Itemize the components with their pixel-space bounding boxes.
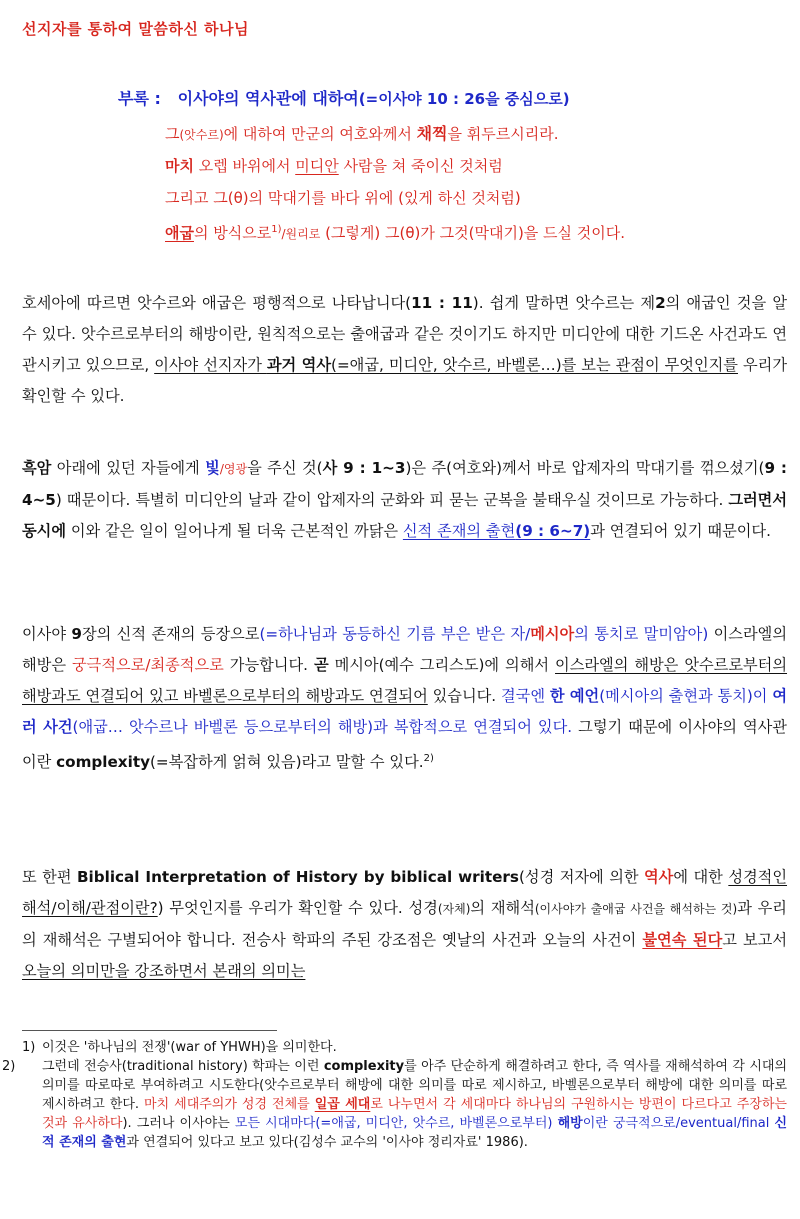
text-bold: complexity bbox=[56, 753, 150, 772]
text: 과 우리의 재해석은 구별되어야 합니다. 전승사 학파의 주된 강조점은 옛날의 사건과 오늘의 사건이 bbox=[22, 899, 787, 949]
quote-text: 그 bbox=[165, 125, 180, 143]
text: 그렇기 때문에 이사야의 역사관이란 bbox=[22, 718, 787, 772]
text: ) 때문이다. 특별히 미디안의 날과 같이 압제자의 군화와 피 묻는 군복을 불태우실 것이므로 가능하다. bbox=[55, 491, 729, 509]
text-note-red: /영광 bbox=[219, 462, 248, 476]
text: 호세아에 따르면 앗수르와 애굽은 평행적으로 나타납니다( bbox=[22, 294, 412, 312]
text-bold: 흑암 bbox=[22, 459, 52, 477]
text-blue: (메시아의 출현과 통치)이 bbox=[599, 687, 773, 705]
paragraph-1 bbox=[22, 288, 787, 412]
text: )은 주(여호와)께서 바로 압제자의 막대기를 꺾으셨기( bbox=[405, 459, 765, 477]
text-blue: 결국엔 bbox=[500, 687, 550, 705]
footnote-2 bbox=[2, 1057, 788, 1152]
paragraph-2 bbox=[22, 453, 787, 547]
text: 있습니다. bbox=[427, 687, 501, 705]
running-head: 선지자를 통하여 말씀하신 하나님 bbox=[22, 20, 250, 38]
text: 또 한편 bbox=[22, 868, 77, 886]
text-bold: 과거 역사 bbox=[266, 356, 332, 374]
quote-text: 오렙 바위에서 bbox=[193, 157, 296, 175]
appendix-subtitle: (=이사야 10 : 26을 중심으로) bbox=[358, 90, 570, 108]
quote-emphasis: 채찍 bbox=[416, 124, 448, 143]
text-blue: 의 통치로 말미암아) bbox=[574, 625, 709, 643]
underlined-phrase bbox=[154, 356, 738, 374]
text: 우리가 확인할 수 있다. bbox=[22, 356, 787, 405]
text-bold: 9 bbox=[71, 625, 82, 643]
footnote-bold-red: 일곱 세대 bbox=[314, 1097, 371, 1112]
footnote-text: 를 아주 단순하게 해결하려고 한다, 즉 역사를 재해석하여 각 시대의 의미를 따로따로 부여하려고 시도한다(앗수르로부터 해방에 대한 의미를 따로 제시하고, 바벨론으로부터 해방에 대한 의미를 따로 제시하려고 한다. bbox=[42, 1059, 788, 1112]
footnote-1 bbox=[22, 1038, 787, 1057]
appendix-title bbox=[118, 86, 570, 109]
text: 메시아(예수 그리스도)에 의해서 bbox=[328, 656, 556, 674]
text-note: (이사야가 출애굽 사건을 해석하는 것) bbox=[534, 902, 738, 916]
text-red: 궁극적으로/최종적으로 bbox=[71, 656, 224, 674]
text-underline: 오늘의 의미만을 강조하면서 본래의 의미는 bbox=[22, 962, 306, 980]
footnote-bold-blue: 신적 존재의 출현 bbox=[42, 1116, 788, 1150]
footnote-text: 그런데 전승사(traditional history) 학파는 이런 bbox=[42, 1059, 324, 1074]
text-bold: 2 bbox=[655, 294, 666, 312]
text-blue: (=하나님과 동등하신 기름 부은 받은 자/ bbox=[259, 625, 531, 643]
quote-note: (앗수르) bbox=[179, 128, 224, 142]
text: 이사야 bbox=[22, 625, 72, 643]
text-bold: 9 : 4~5 bbox=[22, 459, 788, 509]
paragraph-4 bbox=[22, 862, 787, 987]
text-bold-blue: 빛 bbox=[205, 459, 220, 477]
text: 의 재해석 bbox=[470, 899, 535, 917]
text: 아래에 있던 자들에게 bbox=[51, 459, 206, 477]
quote-emphasis: 애굽 bbox=[165, 224, 194, 242]
text-bold: Biblical Interpretation of History bbox=[76, 868, 358, 886]
text-blue-underline: 신적 존재의 출현 bbox=[402, 522, 516, 540]
appendix-title-text: 이사야의 역사관에 대하여 bbox=[177, 89, 359, 108]
quote-underline: 미디안 bbox=[295, 157, 339, 175]
quote-text: (그렇게) 그(θ)가 그것(막대기)을 드실 것이다. bbox=[320, 224, 626, 242]
text-bold: 사 9 : 1~3 bbox=[322, 459, 406, 477]
footnote-bold: complexity bbox=[323, 1059, 405, 1074]
text-bold-blue-underline: (9 : 6~7) bbox=[515, 522, 591, 540]
text-bold-blue: 한 예언 bbox=[549, 687, 600, 705]
text-bold: by biblical writers bbox=[357, 868, 519, 886]
text-underline: 이스라엘의 해방은 앗수르로부터의 해방과도 연결되어 있고 바벨론으로부터의 해방과도 연결되어 bbox=[22, 656, 788, 705]
quote-emphasis: 마치 bbox=[165, 157, 194, 175]
text: 을 주신 것( bbox=[247, 459, 323, 477]
footnotes bbox=[2, 1038, 788, 1152]
text-blue: (애굽… 앗수르나 바벨론 등으로부터의 해방)과 복합적으로 연결되어 있다. bbox=[72, 718, 573, 736]
text: 이와 같은 일이 일어나게 될 더욱 근본적인 까닭은 bbox=[66, 522, 403, 540]
footnote-ref-2: 2) bbox=[423, 753, 434, 764]
footnote-red: 마치 세대주의가 성경 전체를 bbox=[144, 1097, 315, 1112]
footnote-red: 로 나누면서 각 세대마다 하나님의 구원하시는 방편이 다르다고 주장하는 것과 유사하다 bbox=[42, 1097, 787, 1131]
text-note: (자체) bbox=[437, 902, 471, 916]
text: (=애굽, 미디안, 앗수르, 바벨론…)를 보는 관점이 무엇인지를 bbox=[331, 356, 738, 374]
quote-note: /원리로 bbox=[281, 227, 321, 241]
footnote-ref-1: 1) bbox=[271, 224, 282, 235]
text: 고 보고서 bbox=[722, 931, 787, 949]
text: ). 쉽게 말하면 앗수르는 제 bbox=[472, 294, 656, 312]
footnote-blue: 모든 시대마다(=애굽, 미디안, 앗수르, 바벨론으로부터) bbox=[234, 1116, 558, 1131]
quote-line-1 bbox=[165, 118, 785, 150]
text: (=복잡하게 얽혀 있음)라고 말할 수 있다. bbox=[149, 753, 424, 772]
quote-text: 의 방식으로 bbox=[193, 224, 272, 242]
text-bold-red-underline: 불연속 된다 bbox=[642, 931, 723, 949]
footnote-number: 2) bbox=[2, 1059, 16, 1074]
quote-line-3 bbox=[165, 182, 785, 214]
footnote-text: 과 연결되어 있다고 보고 있다(김성수 교수의 '이사야 정리자료' 1986). bbox=[126, 1135, 528, 1150]
text: (성경 저자에 의한 bbox=[518, 868, 645, 886]
quote-text: 사람을 쳐 죽이신 것처럼 bbox=[338, 157, 503, 175]
text: 이스라엘의 해방은 bbox=[22, 625, 787, 674]
text-bold-red: 역사 bbox=[644, 868, 674, 886]
footnote-text: 이것은 '하나님의 전쟁'(war of YHWH)을 의미한다. bbox=[42, 1040, 337, 1055]
footnote-bold-blue: 해방 bbox=[557, 1116, 583, 1131]
text: 과 연결되어 있기 때문이다. bbox=[590, 522, 771, 540]
text-bold: 11 : 11 bbox=[411, 294, 473, 312]
text-bold: 그러면서 동시에 bbox=[22, 491, 787, 540]
text-bold-blue: 여러 사건 bbox=[22, 687, 788, 736]
quote-text: 그리고 그(θ)의 막대기를 바다 위에 (있게 하신 것처럼) bbox=[165, 189, 521, 207]
text: 에 대한 bbox=[673, 868, 729, 886]
quote-text: 을 휘두르시리라. bbox=[447, 125, 559, 143]
text-underline: 성경적인 해석/이해/관점이란? bbox=[22, 868, 788, 917]
text-bold-red: 메시아 bbox=[530, 625, 575, 643]
scripture-quote bbox=[165, 118, 785, 246]
quote-line-2 bbox=[165, 150, 785, 182]
text-bold: 곧 bbox=[313, 656, 329, 674]
appendix-label: 부록 : bbox=[118, 89, 161, 108]
text: 의 애굽인 것을 알 수 있다. 앗수르로부터의 해방이란, 원칙적으로는 출애굽과 같은 것이기도 하지만 미디안에 대한 기드온 사건과도 연관시키고 있으므로, bbox=[22, 294, 788, 374]
footnote-blue: 이란 궁극적으로/eventual/final bbox=[582, 1116, 775, 1131]
text: 장의 신적 존재의 등장으로 bbox=[81, 625, 260, 643]
text: 이사야 선지자가 bbox=[154, 356, 267, 374]
quote-line-4 bbox=[165, 214, 785, 246]
footnote-divider bbox=[22, 1030, 277, 1031]
quote-text: 에 대하여 만군의 여호와께서 bbox=[223, 125, 417, 143]
paragraph-3 bbox=[22, 619, 787, 778]
footnote-number: 1) bbox=[22, 1040, 36, 1055]
text: ) 무엇인지를 우리가 확인할 수 있다. 성경 bbox=[157, 899, 438, 917]
text: 가능합니다. bbox=[223, 656, 314, 674]
footnote-text: ). 그러나 이사야는 bbox=[122, 1116, 235, 1131]
